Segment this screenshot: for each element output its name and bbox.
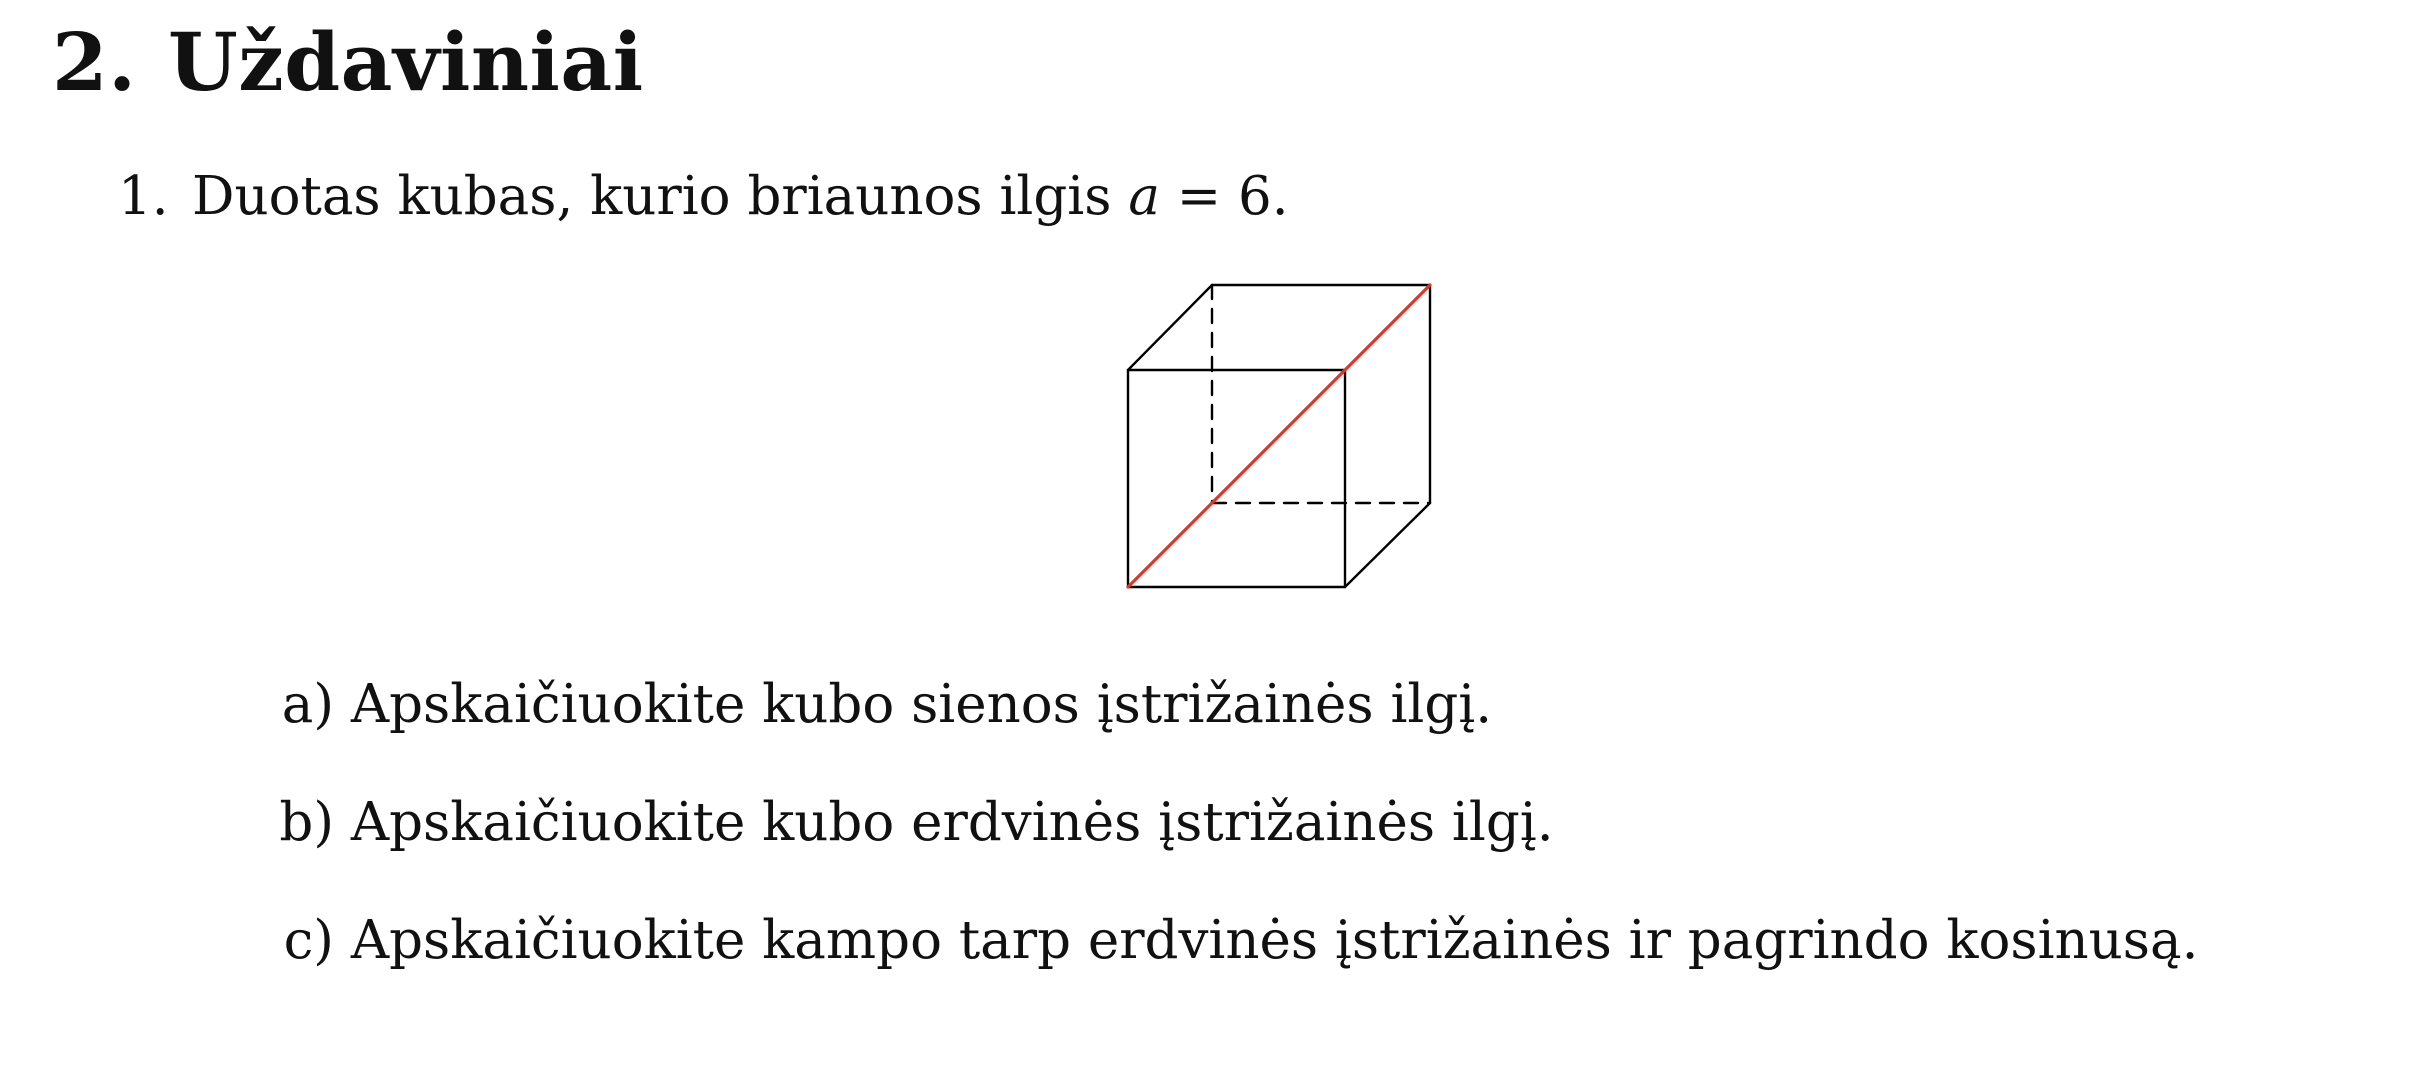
problem-text-before: Duotas kubas, kurio briaunos ilgis [192, 166, 1129, 227]
subitem-label: b) [279, 792, 334, 853]
cube-space-diagonal [1128, 285, 1430, 587]
problem-variable: a [1128, 166, 1160, 227]
subitem-text: Apskaičiuokite kampo tarp erdvinės įstrižainės ir pagrindo kosinusą. [350, 910, 2199, 971]
section-number: 2. [52, 15, 137, 109]
cube-figure [1100, 270, 1460, 600]
subitem-c [240, 910, 2199, 971]
section-title-text: Uždaviniai [168, 15, 644, 109]
subitem-b [240, 792, 1554, 853]
problem-text-after: = 6. [1159, 166, 1289, 227]
section-title [52, 15, 644, 109]
subitem-label: c) [283, 910, 334, 971]
problem-statement [118, 166, 1289, 227]
problem-number: 1. [118, 166, 169, 227]
subitem-label: a) [281, 674, 334, 735]
subitem-text: Apskaičiuokite kubo sienos įstrižainės ilgį. [350, 674, 1493, 735]
cube-edge-connect-bottom-right [1345, 503, 1430, 587]
cube-edge-connect-top-left [1128, 285, 1212, 370]
subitem-text: Apskaičiuokite kubo erdvinės įstrižainės ilgį. [350, 792, 1554, 853]
subitem-a [240, 674, 1493, 735]
